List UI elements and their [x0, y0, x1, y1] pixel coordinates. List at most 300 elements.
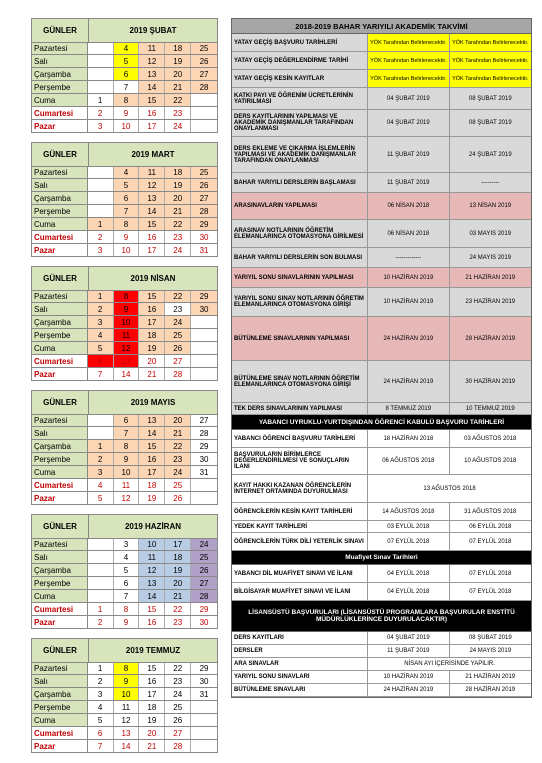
date-cell: 14 — [114, 740, 140, 752]
event-end-date: 24 MAYIS 2019 — [469, 648, 512, 654]
date-cell: 19 — [165, 55, 191, 67]
event-start-date: YÖK Tarafından Belirlenecektir. — [368, 70, 449, 87]
academic-row — [232, 632, 531, 645]
academic-row — [232, 137, 531, 173]
date-cell — [191, 329, 217, 341]
weekday-name: Pazartesi — [32, 43, 88, 54]
weekday-name: Pazartesi — [32, 663, 88, 674]
event-start-date: 10 HAZİRAN 2019 — [368, 268, 449, 287]
date-cell: 14 — [139, 205, 165, 217]
weekday-name: Çarşamba — [32, 440, 88, 452]
weekday-name: Cumartesi — [32, 355, 88, 367]
event-end-date: 24 MAYIS 2019 — [469, 254, 512, 261]
date-cell: 22 — [165, 94, 191, 106]
calendar-row — [31, 231, 218, 244]
month-block — [31, 142, 218, 257]
date-cell: 5 — [114, 55, 140, 67]
date-cell: 28 — [191, 427, 217, 439]
event-start-date: 11 ŞUBAT 2019 — [368, 645, 449, 657]
date-cell: 3 — [88, 688, 114, 700]
weekday-name: Cumartesi — [32, 603, 88, 615]
date-cell: 11 — [139, 167, 165, 178]
event-label: YATAY GEÇİŞ BAŞVURU TARİHLERİ — [232, 34, 368, 51]
academic-row — [232, 248, 531, 268]
date-cell: 9 — [114, 675, 140, 687]
event-end-date: 03 AĞUSTOS 2018 — [464, 435, 517, 442]
date-cell: 8 — [114, 603, 140, 615]
weekday-name: Çarşamba — [32, 316, 88, 328]
days-column-header: GÜNLER — [32, 639, 89, 662]
date-cell: 11 — [139, 43, 165, 54]
calendar-row — [31, 564, 218, 577]
date-cell: 24 — [165, 466, 191, 478]
calendar-row — [31, 466, 218, 479]
academic-row — [232, 533, 531, 551]
weekday-name: Cuma — [32, 590, 88, 602]
date-cell — [191, 316, 217, 328]
date-cell: 12 — [139, 564, 165, 576]
date-cell: 13 — [139, 192, 165, 204]
calendar-row — [31, 440, 218, 453]
date-cell: 1 — [88, 94, 114, 106]
date-cell: 9 — [114, 453, 140, 465]
monthly-calendars — [31, 18, 218, 753]
weekday-name: Perşembe — [32, 701, 88, 713]
date-cell: 17 — [139, 688, 165, 700]
weekday-name: Cuma — [32, 218, 88, 230]
days-column-header: GÜNLER — [32, 143, 89, 166]
event-end-date: 10 TEMMUZ 2019 — [465, 405, 515, 412]
date-cell: 12 — [114, 342, 140, 354]
event-start-date: 24 HAZİRAN 2019 — [368, 684, 449, 696]
date-cell: 7 — [114, 427, 140, 439]
month-block — [31, 390, 218, 505]
event-label: ARASINAV NOTLARININ ÖĞRETİM ELEMANLARINCA OTOMASYONA GİRİLMESİ — [232, 220, 368, 247]
event-start-date: 04 ŞUBAT 2019 — [368, 88, 449, 109]
date-cell: 18 — [139, 701, 165, 713]
calendar-row — [31, 427, 218, 440]
date-cell: 9 — [114, 107, 140, 119]
event-end-date: --------- — [481, 179, 500, 186]
date-cell: 30 — [191, 303, 217, 315]
weekday-name: Pazar — [32, 368, 88, 380]
date-cell — [191, 701, 217, 713]
date-cell: 19 — [165, 179, 191, 191]
date-cell: 5 — [88, 714, 114, 726]
weekday-name: Pazartesi — [32, 291, 88, 302]
date-cell — [88, 539, 114, 550]
calendar-row — [31, 179, 218, 192]
date-cell: 10 — [114, 688, 140, 700]
date-cell: 29 — [191, 218, 217, 230]
weekday-name: Salı — [32, 675, 88, 687]
date-cell: 3 — [88, 244, 114, 256]
event-start-date: 24 HAZİRAN 2019 — [368, 361, 449, 402]
date-cell: 18 — [139, 329, 165, 341]
date-cell — [88, 577, 114, 589]
event-label: BİLGİSAYAR MUAFİYET SINAVI VE İLANI — [232, 583, 368, 600]
date-cell: 27 — [191, 68, 217, 80]
date-cell: 13 — [139, 415, 165, 426]
date-cell: 22 — [165, 663, 191, 674]
date-cell: 4 — [114, 551, 140, 563]
date-cell: 1 — [88, 663, 114, 674]
event-end-date: 24 ŞUBAT 2019 — [468, 151, 512, 158]
date-cell: 20 — [165, 577, 191, 589]
event-start-date: 03 EYLÜL 2018 — [368, 521, 449, 532]
event-start-date: 04 EYLÜL 2018 — [368, 583, 449, 600]
weekday-name: Salı — [32, 179, 88, 191]
date-cell: 25 — [165, 479, 191, 491]
academic-row — [232, 361, 531, 403]
date-cell: 15 — [139, 440, 165, 452]
event-start-date: ------------- — [368, 248, 449, 267]
date-cell: 19 — [165, 564, 191, 576]
academic-row — [232, 220, 531, 248]
calendar-row — [31, 727, 218, 740]
date-cell: 10 — [114, 316, 140, 328]
weekday-name: Pazartesi — [32, 539, 88, 550]
date-cell: 8 — [114, 291, 140, 302]
calendar-row — [31, 577, 218, 590]
event-label: BÜTÜNLEME SINAVLARININ YAPILMASI — [232, 317, 368, 360]
calendar-row — [31, 81, 218, 94]
date-cell — [88, 551, 114, 563]
date-cell: 26 — [165, 492, 191, 504]
event-start-date: 06 AĞUSTOS 2018 — [368, 448, 449, 474]
event-end-date: 23 HAZİRAN 2019 — [465, 299, 516, 305]
event-start-date: 04 ŞUBAT 2019 — [368, 632, 449, 644]
date-cell: 7 — [114, 590, 140, 602]
date-cell: 19 — [139, 492, 165, 504]
date-cell: 7 — [88, 368, 114, 380]
date-cell: 16 — [139, 675, 165, 687]
weekday-name: Perşembe — [32, 577, 88, 589]
calendar-row — [31, 355, 218, 368]
calendar-row — [31, 42, 218, 55]
calendar-row — [31, 453, 218, 466]
date-cell: 19 — [139, 714, 165, 726]
date-cell: 14 — [114, 368, 140, 380]
date-cell: 11 — [139, 551, 165, 563]
event-label: YEDEK KAYIT TARİHLERİ — [232, 521, 368, 532]
academic-row — [232, 52, 531, 70]
event-label: ÖĞRENCİLERİN KESİN KAYIT TARİHLERİ — [232, 503, 368, 520]
date-cell: 7 — [114, 205, 140, 217]
calendar-row — [31, 166, 218, 179]
event-end-date: 31 AĞUSTOS 2018 — [464, 508, 517, 515]
calendar-row — [31, 55, 218, 68]
date-cell: 13 — [139, 68, 165, 80]
date-cell — [88, 415, 114, 426]
date-cell: 27 — [165, 727, 191, 739]
event-label: TEK DERS SINAVLARININ YAPILMASI — [232, 403, 368, 414]
date-cell — [88, 55, 114, 67]
weekday-name: Pazar — [32, 244, 88, 256]
event-label: ARA SINAVLAR — [232, 658, 368, 670]
date-cell: 15 — [139, 218, 165, 230]
date-cell: 2 — [88, 675, 114, 687]
date-cell: 24 — [165, 688, 191, 700]
calendar-row — [31, 551, 218, 564]
month-title: 2019 ŞUBAT — [129, 26, 177, 35]
month-title: 2019 NİSAN — [130, 274, 176, 283]
date-cell — [88, 167, 114, 178]
event-label: KATKI PAYI VE ÖĞRENİM ÜCRETLERİNİN YATIRILMASI — [232, 88, 368, 109]
date-cell: 22 — [165, 440, 191, 452]
date-cell: 12 — [114, 714, 140, 726]
calendar-row — [31, 94, 218, 107]
date-cell: 1 — [88, 440, 114, 452]
month-title: 2019 TEMMUZ — [125, 646, 181, 655]
weekday-name: Cuma — [32, 342, 88, 354]
date-cell — [88, 564, 114, 576]
date-cell: 4 — [88, 479, 114, 491]
date-cell: 26 — [191, 564, 217, 576]
date-cell: 20 — [165, 192, 191, 204]
date-cell — [191, 727, 217, 739]
academic-row — [232, 684, 531, 697]
date-cell: 22 — [165, 218, 191, 230]
date-cell: 28 — [191, 205, 217, 217]
days-column-header: GÜNLER — [32, 391, 89, 414]
calendar-row — [31, 414, 218, 427]
weekday-name: Cumartesi — [32, 479, 88, 491]
weekday-name: Çarşamba — [32, 564, 88, 576]
event-start-date: 14 AĞUSTOS 2018 — [368, 503, 449, 520]
date-cell: 9 — [114, 303, 140, 315]
calendar-row — [31, 218, 218, 231]
calendar-row — [31, 590, 218, 603]
date-cell: 15 — [139, 603, 165, 615]
date-cell — [88, 81, 114, 93]
month-spacer — [31, 133, 218, 142]
event-label: KAYIT HAKKI KAZANAN ÖĞRENCİLERİN İNTERNET ORTAMINDA DUYURULMASI — [232, 475, 368, 502]
academic-row — [232, 521, 531, 533]
date-cell: 22 — [165, 603, 191, 615]
event-end-date: 03 MAYIS 2019 — [469, 230, 512, 237]
date-cell: 20 — [139, 727, 165, 739]
date-cell: 18 — [165, 167, 191, 178]
event-label: ARASINAVLARIN YAPILMASI — [232, 193, 368, 219]
date-cell — [88, 192, 114, 204]
date-cell: 24 — [165, 244, 191, 256]
date-cell: 8 — [114, 440, 140, 452]
date-cell: 5 — [88, 492, 114, 504]
date-cell: 1 — [88, 603, 114, 615]
calendar-row — [31, 192, 218, 205]
date-cell: 18 — [165, 551, 191, 563]
date-cell: 16 — [139, 303, 165, 315]
academic-calendar-table — [231, 18, 532, 698]
event-end-date: 21 HAZİRAN 2019 — [465, 674, 516, 680]
date-cell: 7 — [114, 81, 140, 93]
calendar-row — [31, 342, 218, 355]
calendar-row — [31, 714, 218, 727]
weekday-name: Pazartesi — [32, 167, 88, 178]
academic-row — [232, 671, 531, 684]
weekday-name: Cuma — [32, 714, 88, 726]
event-label: YARIYIL SONU SINAV NOTLARININ ÖĞRETİM ELEMANLARINCA OTOMASYONA GİRİŞİ — [232, 288, 368, 316]
event-label: BAŞVURULARIN BİRİMLERCE DEĞERLENDİRİLMESİ VE SONUÇLARIN İLANI — [232, 448, 368, 474]
event-start-date: YÖK Tarafından Belirlenecektir. — [368, 34, 449, 51]
event-date-range: 13 AĞUSTOS 2018 — [423, 485, 476, 492]
event-end-date: 30 HAZİRAN 2019 — [465, 378, 516, 385]
date-cell: 2 — [88, 107, 114, 119]
academic-row — [232, 70, 531, 88]
date-cell: 8 — [114, 663, 140, 674]
date-cell — [88, 590, 114, 602]
date-cell: 9 — [114, 616, 140, 628]
academic-row — [232, 475, 531, 503]
event-start-date: 18 HAZİRAN 2018 — [368, 430, 449, 447]
date-cell — [191, 120, 217, 132]
weekday-name: Cumartesi — [32, 107, 88, 119]
event-label: DERS KAYITLARI — [232, 632, 368, 644]
date-cell: 21 — [165, 205, 191, 217]
date-cell: 21 — [165, 81, 191, 93]
date-cell: 29 — [191, 440, 217, 452]
event-end-date: 08 ŞUBAT 2019 — [468, 120, 512, 126]
date-cell: 31 — [191, 466, 217, 478]
date-cell: 29 — [191, 291, 217, 302]
weekday-name: Cuma — [32, 94, 88, 106]
event-label: BÜTÜNLEME SINAV NOTLARININ ÖĞRETİM ELEMANLARINCA OTOMASYONA GİRİŞİ — [232, 361, 368, 402]
event-label: BÜTÜNLEME SINAVLARI — [232, 684, 368, 696]
date-cell: 11 — [114, 329, 140, 341]
date-cell — [191, 479, 217, 491]
date-cell: 6 — [114, 415, 140, 426]
event-start-date: 11 ŞUBAT 2019 — [368, 137, 449, 172]
date-cell: 4 — [88, 329, 114, 341]
date-cell: 16 — [139, 616, 165, 628]
event-end-date: 08 ŞUBAT 2019 — [468, 95, 512, 102]
event-label: YABANCI ÖĞRENCİ BAŞVURU TARİHLERİ — [232, 430, 368, 447]
date-cell: 25 — [191, 551, 217, 563]
month-block — [31, 514, 218, 629]
date-cell: 28 — [165, 740, 191, 752]
date-cell: 3 — [88, 466, 114, 478]
academic-row — [232, 503, 531, 521]
date-cell: 23 — [165, 231, 191, 243]
event-end-date: 07 EYLÜL 2018 — [469, 570, 512, 577]
date-cell: 27 — [191, 192, 217, 204]
date-cell — [191, 740, 217, 752]
event-end-date: 28 HAZİRAN 2019 — [465, 687, 516, 693]
event-end-date: 10 AĞUSTOS 2018 — [464, 458, 517, 464]
date-cell: 23 — [165, 303, 191, 315]
date-cell: 21 — [139, 740, 165, 752]
date-cell: 1 — [88, 291, 114, 302]
date-cell: 20 — [139, 355, 165, 367]
date-cell: 23 — [165, 616, 191, 628]
date-cell: 28 — [165, 368, 191, 380]
date-cell: 18 — [139, 479, 165, 491]
date-cell: 26 — [191, 55, 217, 67]
date-cell: 12 — [139, 55, 165, 67]
event-label: DERS KAYITLARININ YAPILMASI VE AKADEMİK DANIŞMANLAR TARAFINDAN ONAYLANMASI — [232, 110, 368, 136]
month-title: 2019 MAYIS — [130, 398, 176, 407]
weekday-name: Perşembe — [32, 81, 88, 93]
event-label: YATAY GEÇİŞ KESİN KAYITLAR — [232, 70, 368, 87]
academic-row — [232, 268, 531, 288]
month-title: 2019 HAZİRAN — [124, 522, 181, 531]
date-cell: 30 — [191, 231, 217, 243]
date-cell: 14 — [139, 427, 165, 439]
weekday-name: Salı — [32, 55, 88, 67]
weekday-name: Cumartesi — [32, 727, 88, 739]
calendar-row — [31, 616, 218, 629]
calendar-row — [31, 479, 218, 492]
academic-row — [232, 403, 531, 415]
event-start-date: 8 TEMMUZ 2019 — [368, 403, 449, 414]
date-cell: 29 — [191, 663, 217, 674]
date-cell: 25 — [191, 167, 217, 178]
date-cell: 5 — [114, 564, 140, 576]
date-cell: 20 — [165, 68, 191, 80]
date-cell: 5 — [114, 179, 140, 191]
date-cell: 23 — [165, 453, 191, 465]
weekday-name: Salı — [32, 427, 88, 439]
date-cell: 21 — [165, 590, 191, 602]
date-cell: 1 — [88, 218, 114, 230]
date-cell: 29 — [191, 603, 217, 615]
date-cell: 2 — [88, 453, 114, 465]
academic-row — [232, 193, 531, 220]
date-cell: 9 — [114, 231, 140, 243]
calendar-row — [31, 68, 218, 81]
calendar-row — [31, 740, 218, 753]
date-cell: 21 — [165, 427, 191, 439]
event-label: YARIYIL SONU SINAVLARI — [232, 671, 368, 683]
month-block — [31, 266, 218, 381]
date-cell: 17 — [139, 316, 165, 328]
date-cell: 10 — [114, 466, 140, 478]
event-end-date: 07 EYLÜL 2018 — [469, 588, 512, 595]
date-cell: 6 — [88, 727, 114, 739]
academic-row — [232, 173, 531, 193]
date-cell: 10 — [139, 539, 165, 550]
event-start-date: 11 ŞUBAT 2019 — [368, 173, 449, 192]
date-cell: 30 — [191, 453, 217, 465]
date-cell: 11 — [114, 479, 140, 491]
event-label: ÖĞRENCİLERİN TÜRK DİLİ YETERLİK SINAVI — [232, 533, 368, 550]
event-end-date: 13 NİSAN 2019 — [469, 203, 512, 209]
date-cell — [191, 492, 217, 504]
month-title: 2019 MART — [131, 150, 175, 159]
event-start-date: 10 HAZİRAN 2019 — [368, 288, 449, 316]
calendar-row — [31, 303, 218, 316]
date-cell: 7 — [88, 740, 114, 752]
weekday-name: Cumartesi — [32, 231, 88, 243]
date-cell: 2 — [88, 231, 114, 243]
event-end-date: YÖK Tarafından Belirlenecektir. — [450, 34, 531, 51]
weekday-name: Çarşamba — [32, 68, 88, 80]
calendar-row — [31, 329, 218, 342]
month-spacer — [31, 381, 218, 390]
date-cell: 15 — [139, 94, 165, 106]
foreign-students-section-title: YABANCI UYRUKLU-YURTDIŞINDAN ÖĞRENCİ KABULÜ BAŞVURU TARİHLERİ — [232, 415, 531, 430]
event-start-date: 06 NİSAN 2018 — [368, 193, 449, 219]
date-cell: 6 — [114, 577, 140, 589]
date-cell: 25 — [191, 43, 217, 54]
event-end-date: 07 EYLÜL 2018 — [469, 538, 512, 545]
weekday-name: Pazar — [32, 120, 88, 132]
days-column-header: GÜNLER — [32, 19, 89, 42]
weekday-name: Çarşamba — [32, 192, 88, 204]
event-start-date: 04 EYLÜL 2018 — [368, 565, 449, 582]
weekday-name: Pazar — [32, 740, 88, 752]
